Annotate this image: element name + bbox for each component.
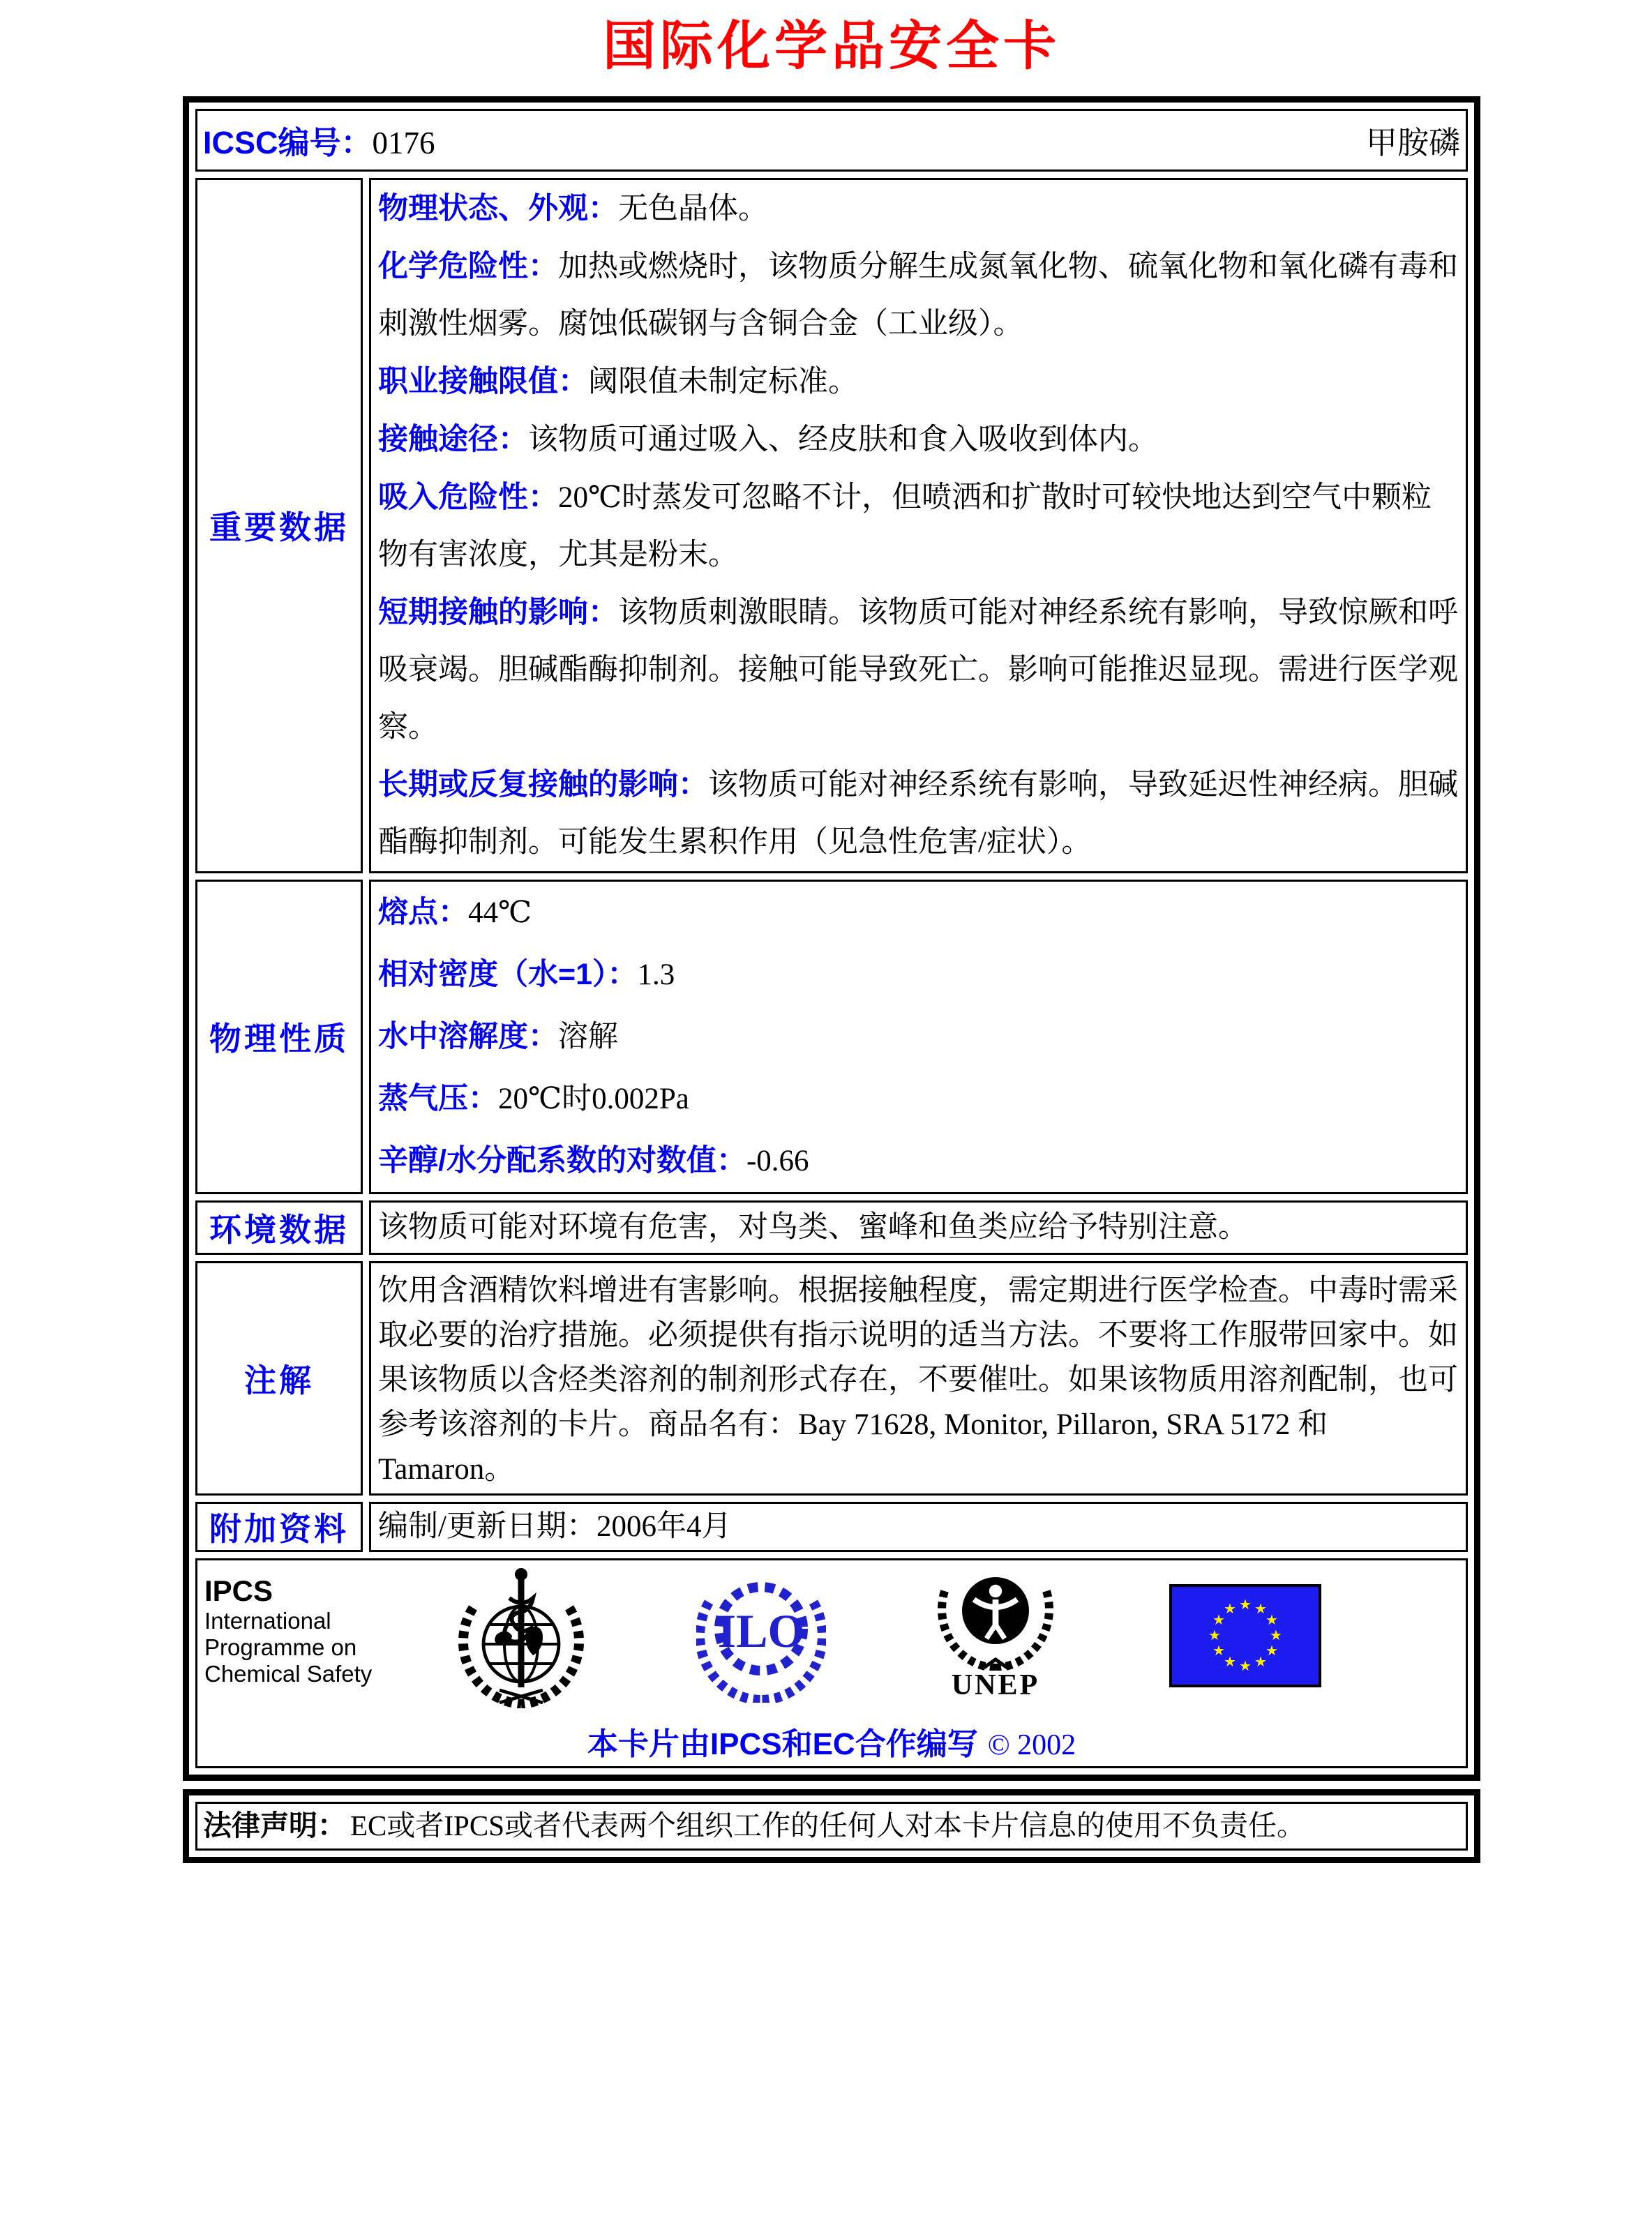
logos-cell xyxy=(195,1558,1468,1768)
icsc-number-label: ICSC编号： xyxy=(203,125,373,161)
svg-text:★: ★ xyxy=(1266,1641,1278,1659)
legal-notice-table xyxy=(183,1789,1480,1863)
svg-text:ILO: ILO xyxy=(717,1604,805,1657)
unep-icon xyxy=(932,1565,1059,1702)
page-title: 国际化学品安全卡 xyxy=(603,17,1060,76)
field-long-term-effects: 长期或反复接触的影响：该物质可能对神经系统有影响，导致延迟性神经病。胆碱酯酶抑制剂。可能发生累积作用（见急性危害/症状）。 xyxy=(378,767,1458,859)
legal-notice-cell xyxy=(195,1802,1468,1851)
svg-text:★: ★ xyxy=(1266,1611,1278,1628)
svg-text:★: ★ xyxy=(1212,1641,1225,1659)
table-row xyxy=(195,1261,1468,1496)
table-row xyxy=(195,1802,1468,1851)
ilo-icon xyxy=(696,1565,826,1706)
field-exposure-routes: 接触途径：该物质可通过吸入、经皮肤和食入吸收到体内。 xyxy=(378,422,1158,456)
section-content-additional-info xyxy=(369,1502,1468,1552)
environmental-text: 该物质可能对环境有危害，对鸟类、蜜峰和鱼类应给予特别注意。 xyxy=(378,1210,1248,1244)
section-label-important-data: 重要数据 xyxy=(195,178,363,873)
field-vapor-pressure: 蒸气压：20℃时0.002Pa xyxy=(378,1081,689,1115)
credit-line xyxy=(204,1719,1459,1763)
svg-text:★: ★ xyxy=(1224,1599,1236,1617)
icsc-number xyxy=(203,117,435,163)
svg-text:★: ★ xyxy=(1254,1599,1267,1617)
eu-flag-icon xyxy=(1169,1565,1321,1691)
section-content-important-data xyxy=(369,178,1468,873)
svg-text:★: ★ xyxy=(1208,1626,1221,1643)
section-content-environmental-data xyxy=(369,1200,1468,1255)
icsc-number-value: 0176 xyxy=(372,126,435,161)
svg-text:★: ★ xyxy=(1239,1657,1252,1674)
table-row xyxy=(195,109,1468,172)
section-label-physical-properties: 物理性质 xyxy=(195,880,363,1194)
field-occupational-limit: 职业接触限值：阈限值未制定标准。 xyxy=(378,364,858,398)
icsc-main-table xyxy=(183,96,1480,1781)
copyright-year: © 2002 xyxy=(987,1729,1076,1761)
svg-text:★: ★ xyxy=(1270,1626,1282,1643)
field-relative-density: 相对密度（水=1）：1.3 xyxy=(378,957,675,991)
section-content-notes xyxy=(369,1261,1468,1496)
legal-text: EC或者IPCS或者代表两个组织工作的任何人对本卡片信息的使用不负责任。 xyxy=(350,1809,1305,1842)
notes-text: 饮用含酒精饮料增进有害影响。根据接触程度，需定期进行医学检查。中毒时需采取必要的治疗措施。必须提供有指示说明的适当方法。不要将工作服带回家中。如果该物质以含烃类溶剂的制剂形式存在，不要催吐。如果该物质用溶剂配制，也可参考该溶剂的卡片。商品名有：Bay 71628, Monitor, Pillaron, SRA 5172 和 Tamaron。 xyxy=(378,1274,1458,1486)
section-label-notes: 注解 xyxy=(195,1261,363,1496)
legal-label: 法律声明： xyxy=(203,1809,346,1842)
svg-text:★: ★ xyxy=(1239,1595,1252,1613)
field-octanol-water-coefficient: 辛醇/水分配系数的对数值：-0.66 xyxy=(378,1143,809,1177)
section-content-physical-properties xyxy=(369,880,1468,1194)
field-melting-point: 熔点：44℃ xyxy=(378,895,532,929)
unep-label: UNEP xyxy=(951,1669,1040,1701)
svg-text:★: ★ xyxy=(1254,1652,1267,1670)
svg-text:★: ★ xyxy=(1212,1611,1225,1628)
table-row xyxy=(195,1200,1468,1255)
svg-text:★: ★ xyxy=(1224,1652,1236,1670)
field-water-solubility: 水中溶解度：溶解 xyxy=(378,1019,618,1053)
who-icon xyxy=(456,1565,586,1712)
ipcs-wordmark: IPCS International Programme on Chemical Safety xyxy=(204,1565,389,1687)
table-row xyxy=(195,178,1468,873)
section-label-environmental-data: 环境数据 xyxy=(195,1200,363,1255)
header-cell xyxy=(195,109,1468,172)
table-row xyxy=(195,1502,1468,1552)
chemical-name: 甲胺磷 xyxy=(1365,126,1460,161)
field-chemical-danger: 化学危险性：加热或燃烧时，该物质分解生成氮氧化物、硫氧化物和氧化磷有毒和刺激性烟雾。腐蚀低碳钢与含铜合金（工业级）。 xyxy=(378,249,1458,340)
credit-text: 本卡片由IPCS和EC合作编写 xyxy=(587,1726,978,1761)
table-row xyxy=(195,880,1468,1194)
ipcs-acronym: IPCS xyxy=(204,1574,273,1607)
field-physical-state: 物理状态、外观：无色晶体。 xyxy=(378,191,768,225)
section-label-additional-info: 附加资料 xyxy=(195,1502,363,1552)
additional-info-text: 编制/更新日期：2006年4月 xyxy=(378,1509,732,1543)
table-row xyxy=(195,1558,1468,1768)
field-short-term-effects: 短期接触的影响：该物质刺激眼睛。该物质可能对神经系统有影响，导致惊厥和呼吸衰竭。胆碱酯酶抑制剂。接触可能导致死亡。影响可能推迟显现。需进行医学观察。 xyxy=(378,595,1458,744)
field-inhalation-risk: 吸入危险性：20℃时蒸发可忽略不计，但喷洒和扩散时可较快地达到空气中颗粒物有害浓度，尤其是粉末。 xyxy=(378,480,1432,571)
